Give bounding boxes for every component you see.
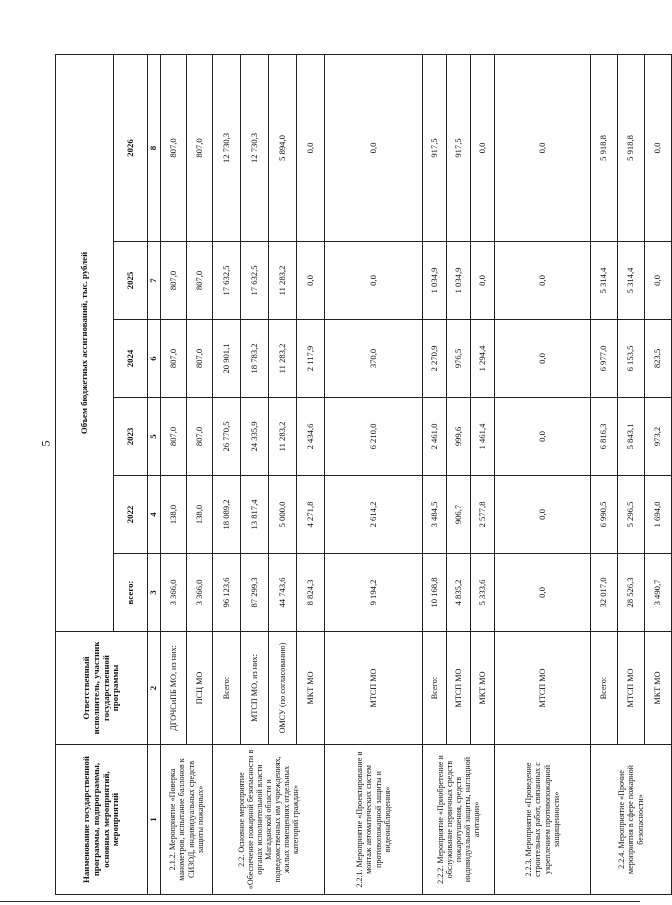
year-value-cell: 11 283,2 bbox=[269, 398, 297, 476]
year-value-cell: 0,0 bbox=[645, 54, 672, 241]
header-executor: Ответственный исполнитель, участник государственной программы bbox=[56, 632, 148, 745]
year-value-cell: 17 632,5 bbox=[241, 242, 269, 320]
year-value-cell: 807,0 bbox=[161, 320, 187, 398]
year-value-cell: 0,0 bbox=[471, 242, 495, 320]
year-value-cell: 807,0 bbox=[161, 54, 187, 241]
header-year: 2023 bbox=[114, 398, 148, 476]
measure-name: 2.1.2. Мероприятие «Поверка манометров, испытание баллонов к СИЗОД, индивидуальных средств защиты пожарных» bbox=[161, 745, 213, 895]
year-value-cell: 807,0 bbox=[187, 398, 213, 476]
year-value-cell: 0,0 bbox=[471, 54, 495, 241]
table-row bbox=[161, 54, 187, 894]
executor-cell: ДГОЧСиПБ МО, из них: bbox=[161, 632, 187, 745]
col-number: 8 bbox=[148, 54, 161, 241]
year-value-cell: 2 461,0 bbox=[423, 398, 447, 476]
col-number: 3 bbox=[148, 554, 161, 632]
year-value-cell: 5 918,8 bbox=[591, 54, 618, 241]
executor-cell: МКТ МО bbox=[645, 632, 672, 745]
col-number: 7 bbox=[148, 242, 161, 320]
header-total: всего: bbox=[114, 554, 148, 632]
executor-cell: МТСП МО bbox=[325, 632, 423, 745]
col-number: 4 bbox=[148, 476, 161, 554]
header-year: 2024 bbox=[114, 320, 148, 398]
table-row bbox=[325, 54, 423, 894]
total-cell: 10 168,8 bbox=[423, 554, 447, 632]
year-value-cell: 1 694,0 bbox=[645, 476, 672, 554]
year-value-cell: 0,0 bbox=[297, 242, 325, 320]
year-value-cell: 5 000,0 bbox=[269, 476, 297, 554]
table-row bbox=[591, 54, 618, 894]
col-number: 5 bbox=[148, 398, 161, 476]
executor-cell: Всего: bbox=[591, 632, 618, 745]
year-value-cell: 0,0 bbox=[495, 398, 591, 476]
total-cell: 28 526,3 bbox=[618, 554, 645, 632]
year-value-cell: 5 894,0 bbox=[269, 54, 297, 241]
year-value-cell: 1 034,9 bbox=[447, 242, 471, 320]
year-value-cell: 823,5 bbox=[645, 320, 672, 398]
year-value-cell: 18 783,2 bbox=[241, 320, 269, 398]
page-bottom-rule bbox=[0, 901, 640, 902]
col-number: 6 bbox=[148, 320, 161, 398]
total-cell: 9 194,2 bbox=[325, 554, 423, 632]
year-value-cell: 1 294,4 bbox=[471, 320, 495, 398]
year-value-cell: 11 283,2 bbox=[269, 320, 297, 398]
total-cell: 3 366,0 bbox=[187, 554, 213, 632]
year-value-cell: 973,2 bbox=[645, 398, 672, 476]
total-cell: 5 333,6 bbox=[471, 554, 495, 632]
year-value-cell: 2 270,9 bbox=[423, 320, 447, 398]
year-value-cell: 138,0 bbox=[161, 476, 187, 554]
year-value-cell: 0,0 bbox=[495, 242, 591, 320]
total-cell: 87 299,3 bbox=[241, 554, 269, 632]
year-value-cell: 3 484,5 bbox=[423, 476, 447, 554]
total-cell: 8 824,3 bbox=[297, 554, 325, 632]
executor-cell: ОМСУ (по согласованию) bbox=[269, 632, 297, 745]
year-value-cell: 5 918,8 bbox=[618, 54, 645, 241]
executor-cell: МКТ МО bbox=[297, 632, 325, 745]
page-number: 5 bbox=[38, 440, 53, 447]
year-value-cell: 0,0 bbox=[325, 242, 423, 320]
executor-cell: Всего: bbox=[213, 632, 241, 745]
year-value-cell: 0,0 bbox=[645, 242, 672, 320]
year-value-cell: 12 730,3 bbox=[213, 54, 241, 241]
year-value-cell: 906,7 bbox=[447, 476, 471, 554]
year-value-cell: 6 816,3 bbox=[591, 398, 618, 476]
year-value-cell: 2 614,2 bbox=[325, 476, 423, 554]
year-value-cell: 0,0 bbox=[325, 54, 423, 241]
year-value-cell: 6 990,5 bbox=[591, 476, 618, 554]
year-value-cell: 976,5 bbox=[447, 320, 471, 398]
year-value-cell: 20 901,1 bbox=[213, 320, 241, 398]
table-body bbox=[161, 54, 672, 894]
year-value-cell: 24 335,9 bbox=[241, 398, 269, 476]
measure-name: 2.2. Основное мероприятие «Обеспечение пожарной безопасности в органах исполнительной власти Магаданской области и подведомственных им учреждениях, жилых помещениях отдельных категорий граждан» bbox=[213, 745, 325, 895]
total-cell: 44 743,6 bbox=[269, 554, 297, 632]
year-value-cell: 5 314,4 bbox=[591, 242, 618, 320]
year-value-cell: 917,5 bbox=[423, 54, 447, 241]
year-value-cell: 5 314,4 bbox=[618, 242, 645, 320]
year-value-cell: 0,0 bbox=[297, 54, 325, 241]
executor-cell: ПСЦ МО bbox=[187, 632, 213, 745]
rotated-table-container bbox=[55, 55, 663, 895]
year-value-cell: 0,0 bbox=[495, 476, 591, 554]
year-value-cell: 5 296,5 bbox=[618, 476, 645, 554]
executor-cell: МТСП МО bbox=[618, 632, 645, 745]
year-value-cell: 4 271,8 bbox=[297, 476, 325, 554]
executor-cell: МТСП МО, из них: bbox=[241, 632, 269, 745]
total-cell: 4 835,2 bbox=[447, 554, 471, 632]
year-value-cell: 807,0 bbox=[161, 398, 187, 476]
year-value-cell: 5 843,1 bbox=[618, 398, 645, 476]
year-value-cell: 17 632,5 bbox=[213, 242, 241, 320]
col-number: 2 bbox=[148, 632, 161, 745]
year-value-cell: 1 034,9 bbox=[423, 242, 447, 320]
year-value-cell: 999,6 bbox=[447, 398, 471, 476]
header-year: 2025 bbox=[114, 242, 148, 320]
year-value-cell: 807,0 bbox=[161, 242, 187, 320]
total-cell: 0,0 bbox=[495, 554, 591, 632]
total-cell: 3 490,7 bbox=[645, 554, 672, 632]
table-row bbox=[213, 54, 241, 894]
header-year: 2026 bbox=[114, 54, 148, 241]
year-value-cell: 807,0 bbox=[187, 242, 213, 320]
year-value-cell: 917,5 bbox=[447, 54, 471, 241]
measure-name: 2.2.1. Мероприятие «Проектирование и монтаж автоматических систем противопожарной защиты и видеонаблюдения» bbox=[325, 745, 423, 895]
header-year: 2022 bbox=[114, 476, 148, 554]
executor-cell: МКТ МО bbox=[471, 632, 495, 745]
col-number: 1 bbox=[148, 745, 161, 895]
year-value-cell: 2 117,9 bbox=[297, 320, 325, 398]
header-budget: Объем бюджетных ассигнований, тыс. рублей bbox=[56, 54, 114, 631]
measure-name: 2.2.3. Мероприятие «Проведение строительных работ, связанных с укреплением противопожарной защищенности» bbox=[495, 745, 591, 895]
year-value-cell: 1 461,4 bbox=[471, 398, 495, 476]
year-value-cell: 18 089,2 bbox=[213, 476, 241, 554]
year-value-cell: 807,0 bbox=[187, 320, 213, 398]
year-value-cell: 2 577,8 bbox=[471, 476, 495, 554]
year-value-cell: 0,0 bbox=[495, 320, 591, 398]
year-value-cell: 6 210,0 bbox=[325, 398, 423, 476]
total-cell: 3 366,0 bbox=[161, 554, 187, 632]
year-value-cell: 12 730,3 bbox=[241, 54, 269, 241]
year-value-cell: 0,0 bbox=[495, 54, 591, 241]
year-value-cell: 6 153,5 bbox=[618, 320, 645, 398]
year-value-cell: 138,0 bbox=[187, 476, 213, 554]
total-cell: 96 123,6 bbox=[213, 554, 241, 632]
year-value-cell: 370,0 bbox=[325, 320, 423, 398]
table-row bbox=[495, 54, 591, 894]
year-value-cell: 6 977,0 bbox=[591, 320, 618, 398]
year-value-cell: 2 434,6 bbox=[297, 398, 325, 476]
measure-name: 2.2.4. Мероприятие «Прочие мероприятия в сфере пожарной безопасности» bbox=[591, 745, 672, 895]
executor-cell: Всего: bbox=[423, 632, 447, 745]
executor-cell: МТСП МО bbox=[447, 632, 471, 745]
executor-cell: МТСП МО bbox=[495, 632, 591, 745]
table-row bbox=[423, 54, 447, 894]
header-name: Наименование государственной программы, подпрограммы, основных мероприятий, мероприятий bbox=[56, 745, 148, 895]
measure-name: 2.2.2. Мероприятие «Приобретение и обслуживание первичных средств пожаротушения, средств индивидуальной защиты, наглядной агитации» bbox=[423, 745, 495, 895]
year-value-cell: 11 283,2 bbox=[269, 242, 297, 320]
total-cell: 32 017,0 bbox=[591, 554, 618, 632]
year-value-cell: 13 817,4 bbox=[241, 476, 269, 554]
year-value-cell: 26 770,5 bbox=[213, 398, 241, 476]
budget-table bbox=[55, 54, 672, 895]
year-value-cell: 807,0 bbox=[187, 54, 213, 241]
